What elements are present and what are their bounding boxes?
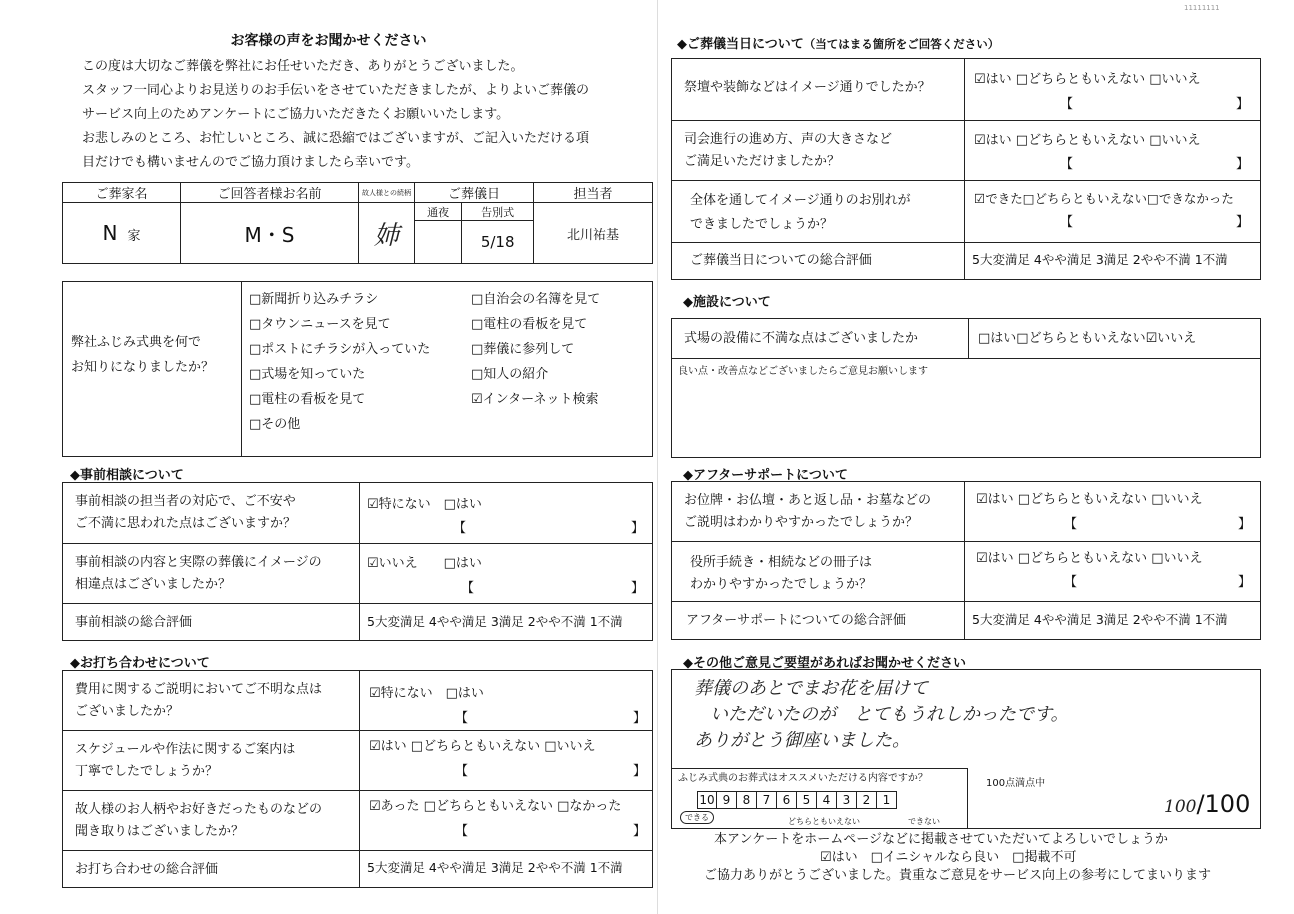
after-q1: お位牌・お仏壇・あと返し品・お墓などの ご説明はわかりやすかったでしょうか？: [684, 493, 932, 530]
after-row2: [672, 542, 1260, 602]
bracket-left: 【: [1060, 97, 1074, 112]
relation-value: 姉: [359, 203, 415, 264]
scale-3: 3: [837, 791, 857, 809]
family-value: N: [102, 221, 118, 245]
bracket-right: 】: [1236, 215, 1250, 230]
section-after-header: ◆アフターサポートについて: [683, 468, 848, 483]
after-scale[interactable]: 5大変満足 4やや満足 3満足 2やや不満 1不満: [972, 612, 1228, 627]
toujitsu-q2: 司会進行の進め方、声の大きさなど ご満足いただけましたか？: [684, 132, 893, 169]
section-other-header: ◆その他ご意見ご要望があればお聞かせください: [683, 656, 966, 671]
bracket-left: 【: [453, 521, 467, 536]
family-cell: [63, 203, 181, 264]
shisetsu-a1[interactable]: □はい□どちらともいえない☑いいえ: [978, 331, 1197, 346]
section-toujitsu-header: ◆ご葬儀当日について（当てはまる箇所をご回答ください）: [677, 37, 1000, 52]
shisetsu-row1: [672, 319, 1260, 359]
option-townnews[interactable]: □タウンニュースを見て: [249, 317, 391, 332]
intro-line: サービス向上のためアンケートにご協力いただきたくお願いいたします。: [82, 107, 510, 122]
toujitsu-row2: [672, 121, 1260, 181]
jizen-q1: 事前相談の担当者の対応で、ご不安や ご不満に思われた点はございますか？: [75, 494, 297, 531]
recommend-question: ふじみ式典のお葬式はオススメいただける内容ですか？: [678, 773, 928, 784]
label-dekiru: できる: [680, 811, 714, 824]
option-internet[interactable]: ☑インターネット検索: [471, 392, 599, 407]
uchiawase-row2: [63, 731, 652, 791]
info-table: [62, 182, 653, 264]
source-question: 弊社ふじみ式典を何で お知りになりましたか？: [71, 335, 215, 375]
after-q2: 役所手続き・相続などの冊子は わかりやすかったでしょうか？: [690, 555, 873, 592]
after-box: [671, 481, 1261, 640]
staff-value: 北川祐基: [534, 203, 653, 264]
full-score-label: 100点満点中: [986, 778, 1046, 789]
header-tsuya: 通夜: [415, 203, 462, 221]
page-fold: [657, 0, 658, 914]
name-value: M・S: [181, 203, 359, 264]
thanks-text: ご協力ありがとうございました。貴重なご意見をサービス向上の参考にしてまいります: [704, 868, 1212, 883]
jizen-box: [62, 482, 653, 641]
uchiawase-q2: スケジュールや作法に関するご案内は 丁寧でしたでしょうか？: [75, 742, 296, 779]
publish-question: 本アンケートをホームページなどに掲載させていただいてよろしいでしょうか: [714, 832, 1168, 847]
family-suffix: 家: [127, 229, 141, 244]
uchiawase-a2[interactable]: ☑はい □どちらともいえない □いいえ: [369, 739, 596, 754]
intro-line: スタッフ一同心よりお見送りのお手伝いをさせていただきましたが、よりよいご葬儀の: [82, 83, 590, 98]
toujitsu-scale[interactable]: 5大変満足 4やや満足 3満足 2やや不満 1不満: [972, 252, 1228, 267]
intro-line: 目だけでも構いませんのでご協力頂けましたら幸いです。: [82, 155, 419, 170]
uchiawase-scale[interactable]: 5大変満足 4やや満足 3満足 2やや不満 1不満: [367, 860, 623, 875]
toujitsu-box: [671, 58, 1261, 280]
shisetsu-box: [671, 318, 1261, 458]
bracket-right: 】: [631, 521, 645, 536]
scale-2: 2: [857, 791, 877, 809]
jizen-scale[interactable]: 5大変満足 4やや満足 3満足 2やや不満 1不満: [367, 614, 623, 629]
handwritten-comment: 葬儀のあとでまお花を届けて いただいたのが とてもうれしかったです。 ありがとう御座いました。: [694, 678, 1069, 751]
publish-options[interactable]: ☑はい □イニシャルなら良い □掲載不可: [820, 850, 1077, 865]
bracket-right: 】: [1236, 97, 1250, 112]
score: [1164, 790, 1251, 819]
toujitsu-a2[interactable]: ☑はい □どちらともいえない □いいえ: [974, 133, 1201, 148]
after-a1[interactable]: ☑はい □どちらともいえない □いいえ: [976, 492, 1203, 507]
uchiawase-a1[interactable]: ☑特にない □はい: [369, 686, 484, 701]
bracket-left: 【: [1064, 575, 1078, 590]
bracket-left: 【: [1060, 215, 1074, 230]
bracket-right: 】: [633, 711, 647, 726]
option-shinbun[interactable]: □新聞折り込みチラシ: [249, 292, 379, 307]
shisetsu-note: 良い点・改善点などございましたらご意見お願いします: [678, 366, 928, 377]
uchiawase-q1: 費用に関するご説明においてご不明な点は ございましたか？: [75, 682, 323, 719]
jizen-q3: 事前相談の総合評価: [75, 615, 193, 630]
header-kokubetsu: 告別式: [462, 203, 534, 221]
jizen-row1: [63, 483, 652, 544]
uchiawase-q3: 故人様のお人柄やお好きだったものなどの 聞き取りはございましたか？: [75, 802, 323, 839]
scale-9: 9: [717, 791, 737, 809]
scale-7: 7: [757, 791, 777, 809]
bracket-right: 】: [1238, 575, 1252, 590]
jizen-q2: 事前相談の内容と実際の葬儀にイメージの 相違点はございましたか？: [75, 555, 322, 592]
option-shikijou[interactable]: □式場を知っていた: [249, 367, 366, 382]
jizen-row2: [63, 544, 652, 604]
uchiawase-row4: [63, 851, 652, 887]
option-chijin[interactable]: □知人の紹介: [471, 367, 549, 382]
scale-8: 8: [737, 791, 757, 809]
bracket-left: 【: [455, 764, 469, 779]
option-denchu2[interactable]: □電柱の看板を見て: [471, 317, 588, 332]
kokubetsu-value: 5/18: [462, 221, 534, 264]
after-a2[interactable]: ☑はい □どちらともいえない □いいえ: [976, 551, 1203, 566]
jizen-a2[interactable]: ☑いいえ □はい: [367, 556, 482, 571]
toujitsu-q4: ご葬儀当日についての総合評価: [690, 253, 872, 268]
other-box: [671, 669, 1261, 829]
section-uchiawase-header: ◆お打ち合わせについて: [70, 656, 210, 671]
uchiawase-row1: [63, 671, 652, 731]
option-post[interactable]: □ポストにチラシが入っていた: [249, 342, 431, 357]
jizen-row3: [63, 604, 652, 641]
score-value: 100: [1164, 797, 1197, 817]
uchiawase-row3: [63, 791, 652, 851]
tsuya-value: [415, 221, 462, 264]
uchiawase-box: [62, 670, 653, 888]
intro-text: [82, 55, 589, 175]
toujitsu-a3[interactable]: ☑できた□どちらともいえない□できなかった: [974, 191, 1234, 206]
toujitsu-row3: [672, 181, 1260, 243]
after-row1: [672, 482, 1260, 542]
header-relation: 故人様との続柄: [359, 183, 415, 203]
score-max: /100: [1196, 790, 1251, 818]
source-box: [62, 281, 653, 457]
toujitsu-row1: [672, 59, 1260, 121]
header-staff: 担当者: [534, 183, 653, 203]
bracket-right: 】: [1238, 517, 1252, 532]
header-family: ご葬家名: [63, 183, 181, 203]
bracket-left: 【: [461, 581, 475, 596]
jizen-a1[interactable]: ☑特にない □はい: [367, 497, 482, 512]
header-name: ご回答者様お名前: [181, 183, 359, 203]
toujitsu-q1: 祭壇や装飾などはイメージ通りでしたか？: [684, 80, 931, 95]
recommend-scale[interactable]: [697, 791, 897, 809]
toujitsu-a1[interactable]: ☑はい □どちらともいえない □いいえ: [974, 72, 1201, 87]
bracket-left: 【: [1060, 157, 1074, 172]
label-dekinai: できない: [908, 817, 940, 826]
bracket-right: 】: [633, 824, 647, 839]
toujitsu-q3: 全体を通してイメージ通りのお別れが できましたでしょうか？: [690, 193, 911, 232]
option-sanretsu[interactable]: □葬儀に参列して: [471, 342, 575, 357]
section-shisetsu-header: ◆施設について: [683, 295, 771, 310]
scale-1: 1: [877, 791, 897, 809]
bracket-left: 【: [455, 711, 469, 726]
option-denchu[interactable]: □電柱の看板を見て: [249, 392, 366, 407]
after-row3: [672, 602, 1260, 640]
bracket-right: 】: [1236, 157, 1250, 172]
intro-line: お悲しみのところ、お忙しいところ、誠に恐縮ではございますが、ご記入いただける項: [82, 131, 590, 146]
page-title: お客様の声をお聞かせください: [230, 33, 427, 49]
label-mid: どちらともいえない: [788, 817, 860, 826]
scale-6: 6: [777, 791, 797, 809]
source-options-col1: [249, 287, 430, 437]
scale-10: 10: [697, 791, 717, 809]
scale-4: 4: [817, 791, 837, 809]
recommend-cell: [672, 768, 968, 828]
shisetsu-q1: 式場の設備に不満な点はございましたか: [684, 331, 919, 346]
bracket-right: 】: [633, 764, 647, 779]
corner-mark: 11111111: [1184, 4, 1220, 12]
intro-line: この度は大切なご葬儀を弊社にお任せいただき、ありがとうございました。: [82, 59, 524, 74]
uchiawase-q4: お打ち合わせの総合評価: [75, 862, 219, 877]
toujitsu-row4: [672, 243, 1260, 279]
scale-5: 5: [797, 791, 817, 809]
option-other[interactable]: □その他: [249, 417, 301, 432]
header-date: ご葬儀日: [415, 183, 534, 203]
bracket-left: 【: [1064, 517, 1078, 532]
bracket-left: 【: [455, 824, 469, 839]
source-options-col2: [471, 287, 600, 412]
bracket-right: 】: [631, 581, 645, 596]
option-jichikai[interactable]: □自治会の名簿を見て: [471, 292, 601, 307]
section-jizen-header: ◆事前相談について: [70, 468, 184, 483]
after-q3: アフターサポートについての総合評価: [686, 613, 906, 628]
uchiawase-a3[interactable]: ☑あった □どちらともいえない □なかった: [369, 799, 622, 814]
